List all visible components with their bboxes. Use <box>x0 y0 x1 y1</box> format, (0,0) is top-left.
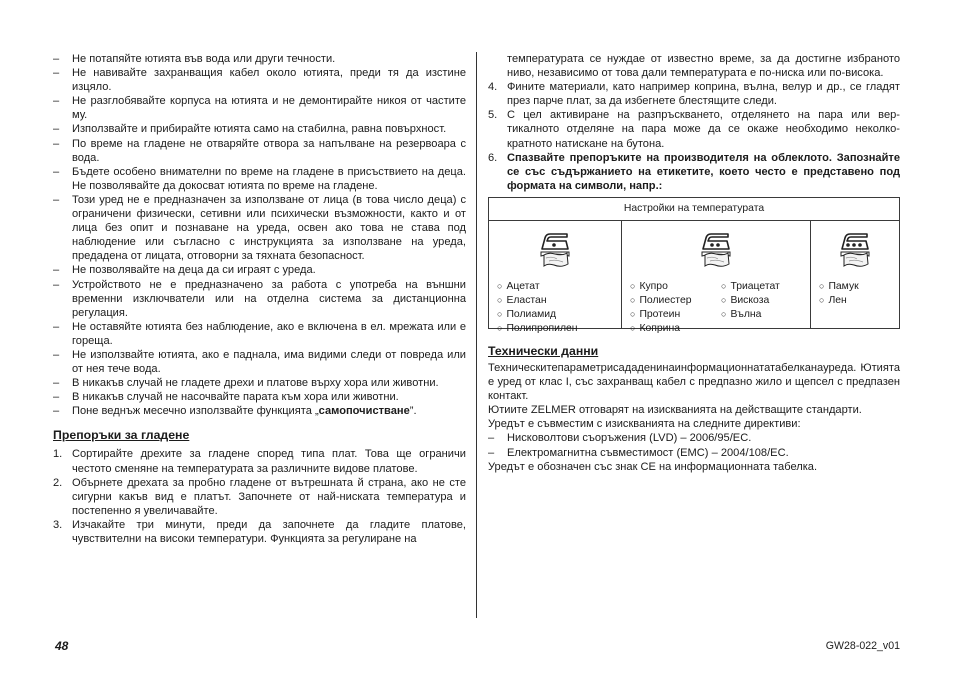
list-item-text: Не използвайте ютията, ако е паднала, има видими следи от повреда или от нея тече вода. <box>72 348 466 376</box>
list-item <box>53 376 466 390</box>
fabric-item: ○ Коприна <box>630 322 711 336</box>
list-marker: – <box>53 95 60 108</box>
list-item-text: В никакъв случай не гладете дрехи и платове върху хора или животни. <box>72 377 439 390</box>
fabric-item: ○ Купро <box>630 280 711 294</box>
fabric-item: ○ Ацетат <box>497 280 613 294</box>
list-marker: – <box>53 348 60 361</box>
list-item <box>53 137 466 165</box>
list-item <box>53 390 466 404</box>
fabric-item: ○ Полиестер <box>630 294 711 308</box>
list-item <box>53 52 466 66</box>
ironing-heading: Препоръки за гладене <box>53 428 190 443</box>
list-item <box>488 151 900 193</box>
ironing-list <box>53 447 466 546</box>
iron-one-dot-icon <box>537 228 573 277</box>
fabric-item: ○ Полиамид <box>497 308 613 322</box>
list-marker: – <box>53 391 60 404</box>
list-item <box>53 476 466 518</box>
list-item-text: С цел активиране на разпръскването, отделянето на пара или вертикалното отделяне на пара може да се окаже необходимо неколкократното натискане на бутона. <box>507 109 900 150</box>
list-item <box>53 447 466 475</box>
list-item <box>488 80 900 108</box>
list-item-text: Фините материали, като например коприна, вълна, велур и др., се гладят през парче плат, за да избегнете блестящите следи. <box>507 81 900 108</box>
list-marker: – <box>53 123 60 136</box>
list-item-text: Този уред не е предназначен за използване от лица (в това число деца) с ограничени физически, сетивни или психически възможности, както и от лица без опит и познаване на уреда, освен ако това не става под наблюдение или съгласно с инструкцията за използване на уреда, предадена от лицата, отговорни за тяхната безопасност. <box>72 193 466 263</box>
list-item-text: По време на гладене не отваряйте отвора за напълване на резервоара с вода. <box>72 137 466 164</box>
column-divider <box>476 52 477 618</box>
list-marker: – <box>53 137 60 150</box>
tech-paragraph: Техническитепараметрисададенинаинформационнататабелканауреда. Ютията е уред от клас I, със захранващ кабел с предпазно жило и щепсел с предпазен контакт. <box>488 361 900 403</box>
safety-list <box>53 52 466 404</box>
list-marker: 2. <box>53 476 63 489</box>
list-item <box>53 193 466 263</box>
tech-paragraphs <box>488 361 900 431</box>
fabric-item: ○ Триацетат <box>721 280 802 294</box>
list-marker: – <box>53 165 60 178</box>
fabric-item: ○ Вискоза <box>721 294 802 308</box>
list-marker: – <box>53 53 60 65</box>
list-item <box>53 320 466 348</box>
tech-paragraph: Уредът е съвместим с изискванията на следните директиви: <box>488 418 801 431</box>
left-column <box>53 52 466 546</box>
self-clean-bold: самопочистване <box>318 405 410 418</box>
fabric-item: ○ Вълна <box>721 308 802 322</box>
right-column <box>488 52 900 474</box>
ironing-list-continued <box>488 80 900 193</box>
list-marker: 3. <box>53 518 63 531</box>
list-marker: – <box>488 432 495 445</box>
list-item-text: Не позволявайте на деца да си играят с уреда. <box>72 264 316 277</box>
temperature-column <box>489 220 622 334</box>
temperature-column <box>622 220 811 334</box>
list-marker: – <box>53 377 60 390</box>
temperature-table-row <box>489 220 900 328</box>
list-marker: 5. <box>488 109 498 122</box>
list-marker: 4. <box>488 81 498 94</box>
iron-two-dots-icon <box>698 228 734 277</box>
fabric-item: ○ Еластан <box>497 294 613 308</box>
fabric-item: ○ Памук <box>819 280 891 294</box>
tech-paragraph: Ютиите ZELMER отговарят на изискванията на действащите стандарти. <box>488 404 862 417</box>
iron-three-dots-icon <box>837 228 873 277</box>
document-code: GW28-022_v01 <box>825 640 900 652</box>
list-item-text: Устройството не е предназначено за работа с употреба на външни временни изключватели или на отделна система за дистанционна регулация. <box>72 278 466 319</box>
list-item <box>53 66 466 94</box>
list-item <box>488 446 900 460</box>
self-clean-text-post: ”. <box>409 405 417 418</box>
list-item <box>53 348 466 376</box>
page-number: 48 <box>55 639 69 653</box>
self-clean-text-pre: Поне веднъж месечно използвайте функцията „ <box>72 405 319 418</box>
list-item-text: Не оставяйте ютията без наблюдение, ако е включена в ел. мрежата или е гореща. <box>72 320 466 347</box>
list-item <box>53 278 466 320</box>
list-item-text: Нисковолтови съоръжения (LVD) – 2006/95/EC. <box>507 432 752 445</box>
list-item-text: Изчакайте три минути, преди да започнете да гладите платове, чувствителни на високи температури. Функцията за регулиране на <box>72 518 466 545</box>
list-item <box>53 518 466 546</box>
self-clean-item <box>53 404 466 418</box>
list-item <box>488 108 900 150</box>
fabric-item: ○ Полипропилен <box>497 322 613 336</box>
list-item <box>488 431 900 445</box>
list-item <box>53 122 466 136</box>
list-item-text: Не навивайте захранващия кабел около ютията, преди тя да изстине изцяло. <box>72 67 466 94</box>
ce-note: Уредът е обозначен със знак CE на информационната табелка. <box>488 460 818 473</box>
list-item <box>53 263 466 277</box>
list-item <box>53 94 466 122</box>
list-marker: – <box>53 67 60 80</box>
list-item-text: Бъдете особено внимателни по време на гладене в присъствието на деца. Не позволявайте да докосват ютията по време на гладене. <box>72 165 466 192</box>
list-marker: – <box>53 320 60 333</box>
list-marker: – <box>488 446 495 459</box>
list-marker: 1. <box>53 448 63 461</box>
temperature-table-header: Настройки на температурата <box>489 197 900 220</box>
fabric-item: ○ Протеин <box>630 308 711 322</box>
list-item-text: Спазвайте препоръките на производителя на облеклото. Запознайте се със съдържанието на етикетите, което често е представено под формата на символи, напр.: <box>507 151 900 192</box>
list-item-text: В никакъв случай не насочвайте парата към хора или животни. <box>72 391 399 404</box>
continued-text: температурата се нуждае от известно време, за да достигне избраното ниво, независимо от това дали температурата е по-ниска или по-висока. <box>507 53 900 80</box>
list-item-text: Не потапяйте ютията във вода или други течности. <box>72 53 336 65</box>
list-marker: – <box>53 405 60 418</box>
list-item-text: Обърнете дрехата за пробно гладене от вътрешната й страна, ако не сте сигурни какъв вид е платът. Започнете от най-ниската температура и постепенно я увеличавайте. <box>72 476 466 517</box>
list-marker: 6. <box>488 151 498 164</box>
temperature-table <box>488 197 900 334</box>
list-item-text: Използвайте и прибирайте ютията само на стабилна, равна повърхност. <box>72 123 447 136</box>
list-marker: – <box>53 264 60 277</box>
list-item-text: Не разглобявайте корпуса на ютията и не демонтирайте никоя от частите му. <box>72 95 466 122</box>
list-item-text: Електромагнитна съвместимост (EMC) – 2004/108/EC. <box>507 446 789 459</box>
list-marker: – <box>53 278 60 291</box>
list-item-text: Сортирайте дрехите за гладене според типа плат. Това ще ограничи честото сменяне на температурата за различните видове платове. <box>72 448 466 475</box>
list-item <box>53 165 466 193</box>
temperature-column <box>811 220 900 328</box>
list-marker: – <box>53 193 60 206</box>
fabric-item: ○ Лен <box>819 294 891 308</box>
tech-heading: Технически данни <box>488 343 599 358</box>
directives-list <box>488 431 900 459</box>
